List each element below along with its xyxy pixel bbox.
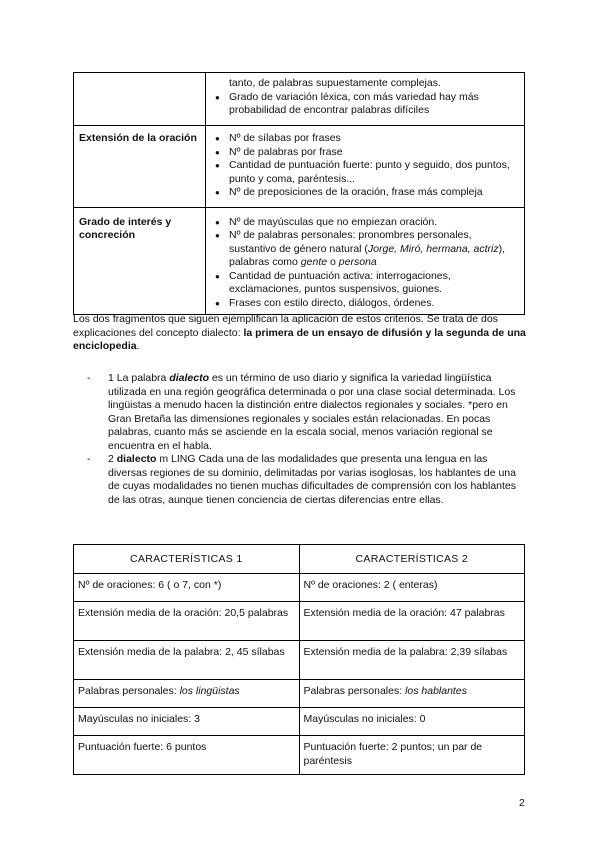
criterion-items-cell	[206, 73, 525, 126]
table-row	[74, 736, 525, 775]
list-item: ● Frases con estilo directo, diálogos, órdenes.	[212, 297, 518, 311]
criterion-items-cell	[206, 126, 525, 208]
list-item: ● Nº de preposiciones de la oración, frase más compleja	[212, 186, 518, 200]
table-cell: Puntuación fuerte: 6 puntos	[74, 736, 300, 775]
table-cell: Extensión media de la oración: 47 palabras	[299, 602, 525, 641]
criterion-cell: Extensión de la oración	[74, 126, 206, 208]
list-item: ● Nº de palabras personales: pronombres personales, sustantivo de género natural (Jorge, Miró, hermana, actriz), palabras como gente o persona	[212, 229, 518, 270]
table-cell: Nº de oraciones: 2 ( enteras)	[299, 574, 525, 602]
list-item: ● Grado de variación léxica, con más variedad hay más probabilidad de encontrar palabras difíciles	[212, 91, 518, 118]
table-cell: Nº de oraciones: 6 ( o 7, con *)	[74, 574, 300, 602]
table-cell: Extensión media de la palabra: 2,39 sílabas	[299, 641, 525, 680]
list-item: ● Nº de palabras por frase	[212, 146, 518, 160]
page-number: 2	[519, 797, 525, 809]
table-cell: Extensión media de la oración: 20,5 palabras	[74, 602, 300, 641]
definition-list	[87, 372, 527, 507]
criteria-row	[74, 126, 525, 208]
table-row	[74, 574, 525, 602]
table-cell: Palabras personales: los lingüistas	[74, 680, 300, 708]
table-row	[74, 708, 525, 736]
definition-item: - 1 La palabra dialecto es un término de uso diario y significa la variedad lingüística utilizada en una región geográfica determinada o por una clase social determinada. Los lingüistas a menudo hacen la distinción entre dialectos regionales y sociales. *pero en Gran Bretaña las dimensiones regionales y sociales están relacionadas. En pocas palabras, cuanto más se asciende en la escala social, menos variación regional se encuentra en el habla.	[87, 372, 527, 453]
criteria-table	[73, 72, 525, 315]
criterion-cell	[74, 73, 206, 126]
criterion-items-cell	[206, 207, 525, 315]
criteria-row	[74, 73, 525, 126]
table-cell: Mayúsculas no iniciales: 0	[299, 708, 525, 736]
list-item: tanto, de palabras supuestamente complejas.	[229, 77, 441, 89]
table-row	[74, 641, 525, 680]
intro-paragraph: Los dos fragmentos que siguen ejemplifican la aplicación de estos criterios. Se trata de dos explicaciones del concepto dialecto: la primera de un ensayo de difusión y la segunda de una enciclopedia.	[73, 313, 526, 352]
criterion-cell: Grado de interés y concreción	[74, 207, 206, 315]
criteria-row	[74, 207, 525, 315]
column-header: CARACTERÍSTICAS 2	[299, 545, 525, 574]
list-item: ● Cantidad de puntuación fuerte: punto y seguido, dos puntos, punto y coma, paréntesis...	[212, 159, 518, 186]
table-row	[74, 602, 525, 641]
table-row	[74, 680, 525, 708]
definition-item: - 2 dialecto m LING Cada una de las modalidades que presenta una lengua en las diversas regiones de su dominio, delimitadas por varias isoglosas, los hablantes de una de cuyas modalidades no tienen muchas dificultades de comprensión con los hablantes de las otras, aunque tienen conciencia de ciertas diferencias entre ellas.	[87, 453, 527, 507]
table-header-row	[74, 545, 525, 574]
list-item: ● Nº de mayúsculas que no empiezan oración.	[212, 216, 518, 230]
list-item: ● Cantidad de puntuación activa: interrogaciones, exclamaciones, puntos suspensivos, guiones.	[212, 270, 518, 297]
column-header: CARACTERÍSTICAS 1	[74, 545, 300, 574]
table-cell: Extensión media de la palabra: 2, 45 sílabas	[74, 641, 300, 680]
table-cell: Mayúsculas no iniciales: 3	[74, 708, 300, 736]
table-cell: Palabras personales: los hablantes	[299, 680, 525, 708]
list-item: ● Nº de sílabas por frases	[212, 132, 518, 146]
characteristics-table	[73, 544, 525, 775]
table-cell: Puntuación fuerte: 2 puntos; un par de paréntesis	[299, 736, 525, 775]
